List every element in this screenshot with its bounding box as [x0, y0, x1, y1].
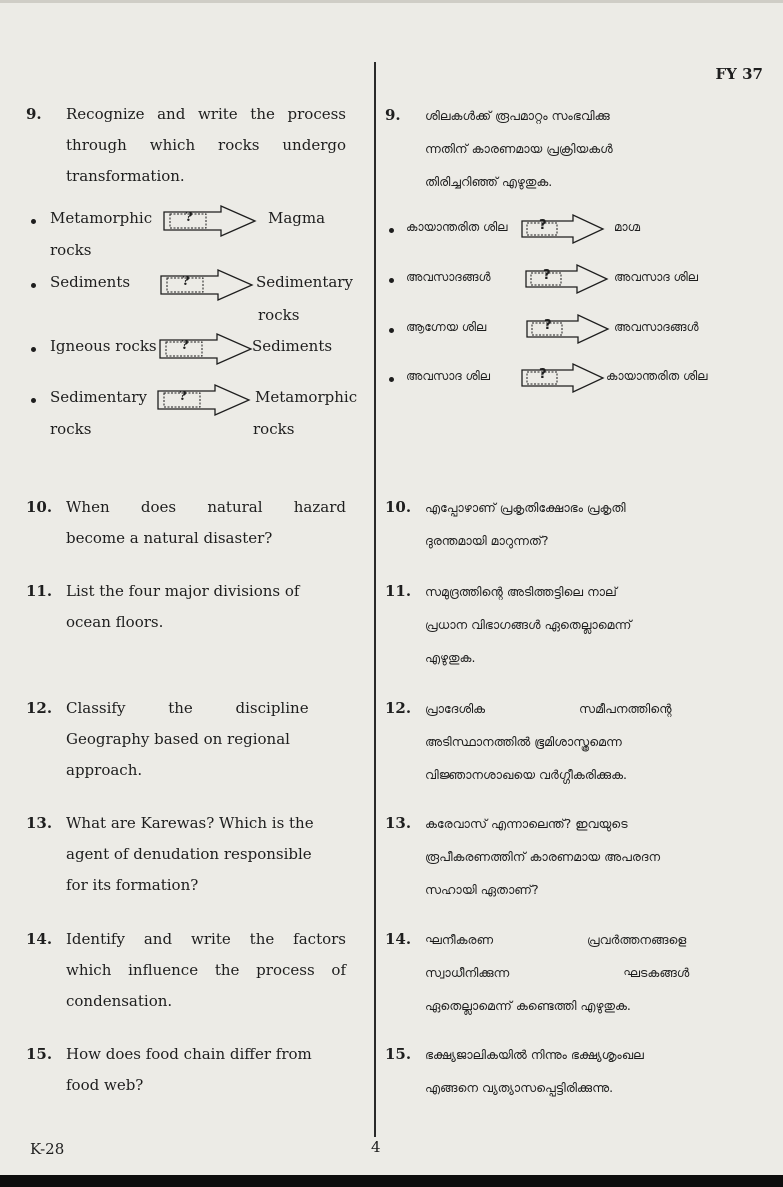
q15-malayalam: [385, 1038, 765, 1108]
question-number: 11.: [385, 582, 412, 600]
question-text: പ്രാദേശിക സമീപനത്തിന്റെ അടിസ്ഥാനത്തിൽ ഭൂമിശാസ്ത്രമെന്ന വിജ്ഞാനശാഖയെ വർഗ്ഗീകരിക്കുക.: [425, 701, 672, 782]
page-top-edge: [0, 0, 783, 3]
question-text: How does food chain differ from food web?: [66, 1045, 312, 1094]
flow-source: Igneous rocks: [50, 337, 157, 355]
question-text: ഘനീകരണ പ്രവർത്തനങ്ങളെ സ്വാധീനിക്കുന്ന ഘടകങ്ങൾ ഏതെല്ലാമെന്ന് കണ്ടെത്തി എഴുതുക.: [425, 932, 690, 1013]
footer-code: K-28: [30, 1140, 65, 1158]
q10-english: [26, 492, 366, 562]
question-text: Recognize and write the process through which rocks undergo transformation.: [66, 105, 346, 185]
arrow-right-icon: [160, 269, 256, 301]
page-bottom-edge: [0, 1175, 783, 1187]
column-divider: [374, 62, 376, 1137]
question-text: List the four major divisions of ocean floors.: [66, 582, 300, 631]
question-number: 9.: [26, 105, 42, 123]
question-number: 11.: [26, 582, 53, 600]
flow-source: അവസാദങ്ങൾ: [406, 270, 491, 284]
question-text: കരേവാസ് എന്നാലെന്ത്? ഇവയുടെ രൂപീകരണത്തിന് കാരണമായ അപരദന സഹായി ഏതാണ്?: [425, 816, 661, 897]
bullet-icon: [389, 228, 394, 233]
flow-source: കായാന്തരിത ശില: [406, 220, 508, 234]
placeholder-question-mark: ?: [544, 318, 552, 333]
flow-source: അവസാദ ശില: [406, 369, 491, 383]
q13-english: [26, 808, 366, 908]
q12-malayalam: [385, 692, 765, 797]
question-number: 13.: [385, 814, 412, 832]
question-number: 10.: [26, 498, 53, 516]
question-number: 9.: [385, 106, 401, 124]
question-number: 12.: [26, 699, 53, 717]
question-number: 12.: [385, 699, 412, 717]
flow-target: Metamorphic: [255, 388, 358, 406]
arrow-right-icon: [157, 384, 253, 416]
question-number: 15.: [385, 1045, 412, 1063]
arrow-right-icon: [163, 205, 259, 237]
paper-code: FY 37: [715, 65, 763, 83]
flow-target: അവസാദങ്ങൾ: [614, 320, 699, 334]
question-text: When does natural hazard become a natural disaster?: [66, 498, 346, 547]
arrow-right-icon: [526, 314, 612, 344]
question-text: ഭക്ഷ്യജാലികയിൽ നിന്നും ഭക്ഷ്യശൃംഖല എങ്ങനെ വ്യത്യാസപ്പെട്ടിരിക്കുന്നു.: [425, 1047, 644, 1095]
q15-english: [26, 1039, 366, 1109]
placeholder-question-mark: ?: [185, 210, 193, 225]
flow-target: Sedimentary: [256, 273, 353, 291]
flow-target-cont: rocks: [258, 306, 300, 324]
bullet-icon: [389, 328, 394, 333]
page-number: 4: [371, 1138, 381, 1156]
flow-source: Metamorphic: [50, 209, 153, 227]
q14-english: [26, 924, 366, 1024]
q9-english: [26, 99, 366, 199]
flow-source-cont: rocks: [50, 241, 92, 259]
flow-source: Sedimentary: [50, 388, 147, 406]
flow-target: മാഗ്മ: [614, 220, 641, 234]
q9-malayalam: [385, 99, 765, 209]
bullet-icon: [31, 219, 36, 224]
bullet-icon: [31, 283, 36, 288]
flow-source-cont: rocks: [50, 420, 92, 438]
question-number: 14.: [26, 930, 53, 948]
placeholder-question-mark: ?: [182, 274, 190, 289]
arrow-right-icon: [525, 264, 611, 294]
bullet-icon: [31, 347, 36, 352]
bullet-icon: [389, 278, 394, 283]
question-text: ശിലകൾക്ക് രൂപമാറ്റം സംഭവിക്കു ന്നതിന് കാരണമായ പ്രക്രിയകൾ തിരിച്ചറിഞ്ഞ് എഴുതുക.: [425, 108, 613, 189]
placeholder-question-mark: ?: [179, 389, 187, 404]
flow-target: അവസാദ ശില: [614, 270, 699, 284]
q13-malayalam: [385, 807, 765, 912]
flow-target: Magma: [268, 209, 326, 227]
q14-malayalam: [385, 923, 765, 1028]
placeholder-question-mark: ?: [543, 268, 551, 283]
arrow-right-icon: [521, 363, 607, 393]
flow-target-cont: rocks: [253, 420, 295, 438]
q10-malayalam: [385, 491, 765, 561]
q11-english: [26, 576, 366, 646]
bullet-icon: [389, 377, 394, 382]
question-number: 14.: [385, 930, 412, 948]
question-number: 10.: [385, 498, 412, 516]
flow-source: Sediments: [50, 273, 131, 291]
flow-source: ആഗ്നേയ ശില: [406, 320, 487, 334]
arrow-right-icon: [521, 214, 607, 244]
bullet-icon: [31, 398, 36, 403]
question-text: സമുദ്രത്തിന്റെ അടിത്തട്ടിലെ നാല് പ്രധാന വിഭാഗങ്ങൾ ഏതെല്ലാമെന്ന് എഴുതുക.: [425, 584, 632, 665]
question-number: 13.: [26, 814, 53, 832]
question-text: What are Karewas? Which is the agent of denudation responsible for its formation?: [66, 814, 314, 894]
question-text: Identify and write the factors which influence the process of condensation.: [66, 930, 346, 1010]
placeholder-question-mark: ?: [539, 218, 547, 233]
flow-target: കായാന്തരിത ശില: [606, 369, 708, 383]
flow-target: Sediments: [252, 337, 333, 355]
question-text: Classify the discipline Geography based on regional approach.: [66, 699, 309, 779]
arrow-right-icon: [159, 333, 255, 365]
placeholder-question-mark: ?: [181, 338, 189, 353]
placeholder-question-mark: ?: [539, 367, 547, 382]
q11-malayalam: [385, 575, 765, 680]
question-text: എപ്പോഴാണ് പ്രകൃതിക്ഷോഭം പ്രകൃതി ദുരന്തമായി മാറുന്നത്?: [425, 500, 626, 548]
question-number: 15.: [26, 1045, 53, 1063]
q12-english: [26, 693, 366, 793]
